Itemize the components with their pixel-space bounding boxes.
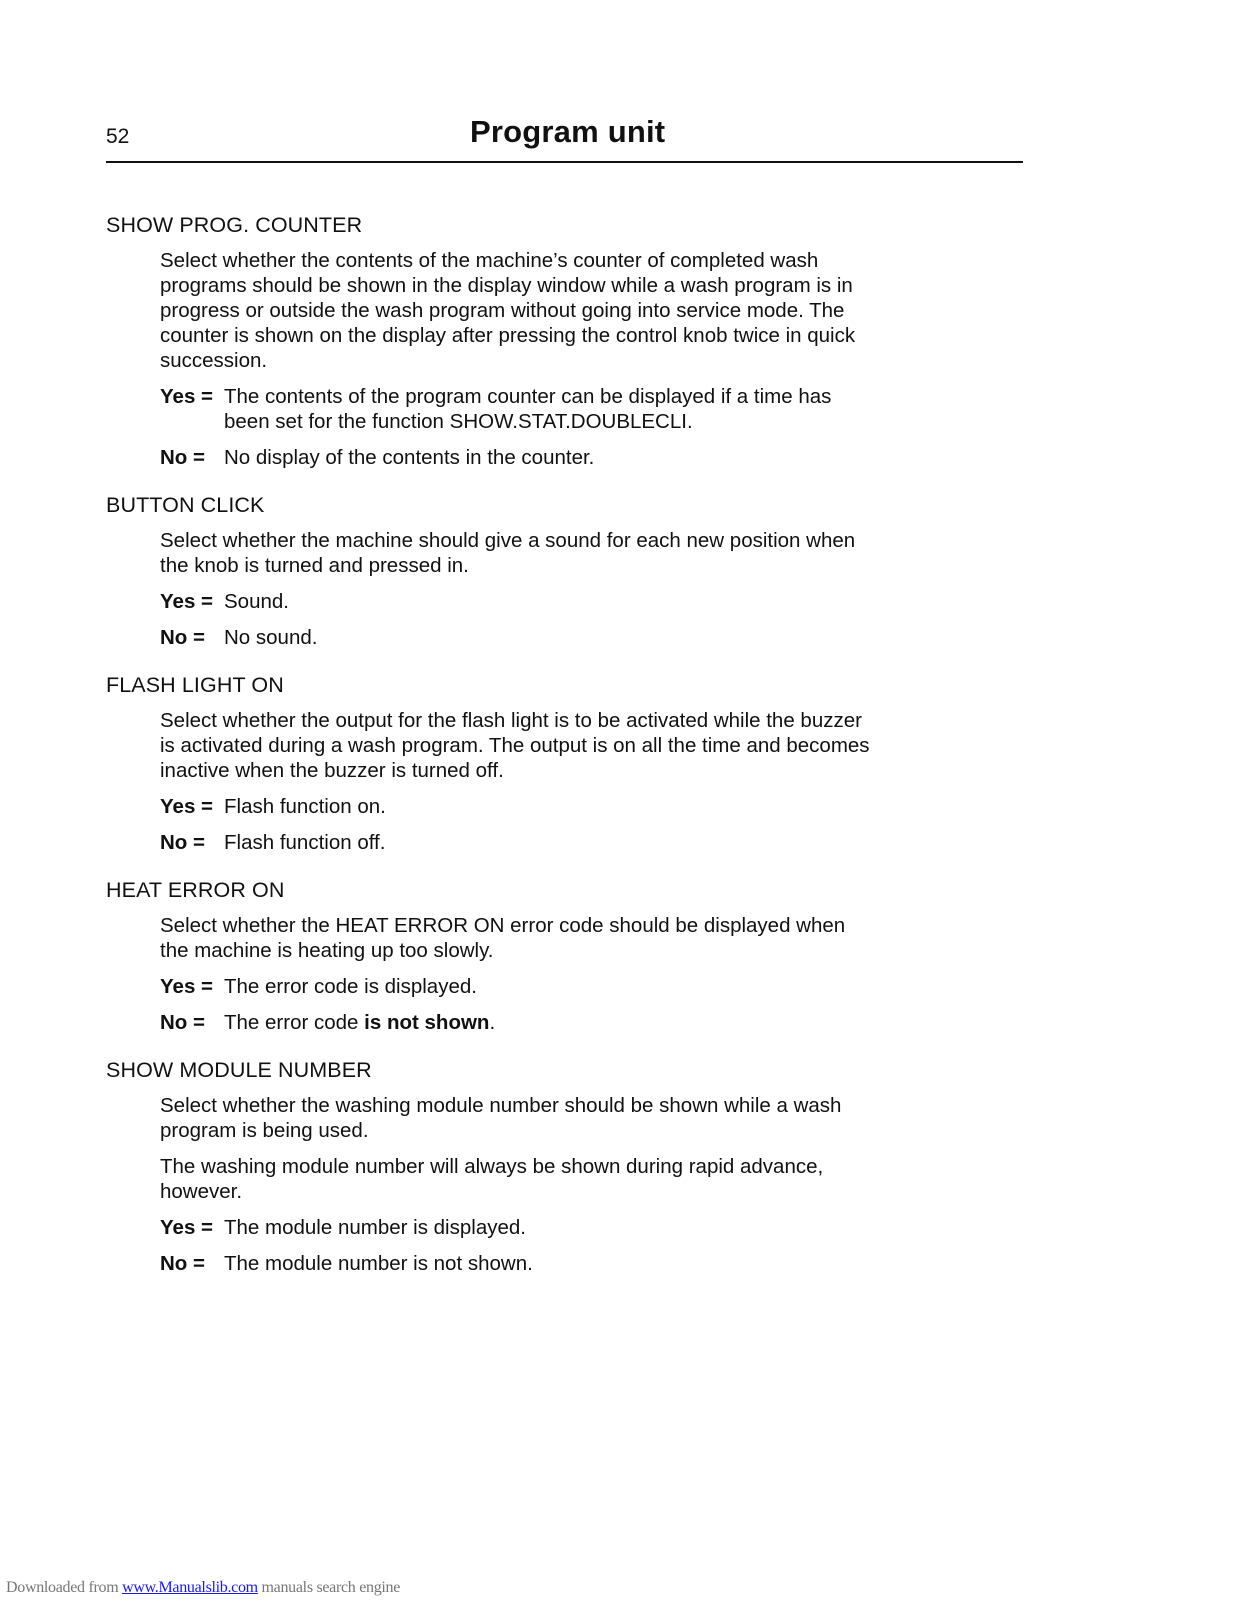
option-no	[160, 625, 986, 650]
section-description: Select whether the output for the flash light is to be activated while the buzzer is activated during a wash program. The output is on all the time and becomes inactive when the buzzer is turned off.	[160, 709, 870, 782]
option-yes	[160, 794, 986, 819]
section-description: Select whether the HEAT ERROR ON error code should be displayed when the machine is heating up too slowly.	[160, 914, 846, 962]
option-key: No =	[160, 1011, 205, 1034]
option-yes	[160, 974, 986, 999]
section-note: The washing module number will always be shown during rapid advance, however.	[160, 1155, 824, 1203]
option-yes	[160, 1215, 986, 1240]
option-key: Yes =	[160, 975, 214, 998]
section-title: SHOW PROG. COUNTER	[106, 213, 363, 237]
section-title: SHOW MODULE NUMBER	[106, 1058, 372, 1082]
option-no	[160, 445, 986, 470]
option-key: No =	[160, 1252, 205, 1275]
option-no	[160, 1010, 986, 1035]
download-footer	[6, 1580, 400, 1596]
footer-prefix: Downloaded from	[6, 1579, 123, 1596]
option-text-start: The error code	[224, 1011, 365, 1034]
page-number: 52	[106, 125, 130, 148]
option-no	[160, 1251, 986, 1276]
section-description: Select whether the washing module number should be shown while a wash program is being used.	[160, 1094, 842, 1142]
manualslib-link[interactable]: www.Manualslib.com	[122, 1579, 258, 1596]
option-key: No =	[160, 626, 205, 649]
option-text: Sound.	[224, 590, 289, 613]
option-text: The module number is displayed.	[224, 1216, 526, 1239]
footer-suffix: manuals search engine	[257, 1579, 401, 1596]
section-flash-light-on	[106, 672, 986, 855]
option-text: The module number is not shown.	[224, 1252, 533, 1275]
option-text-end: .	[489, 1011, 496, 1034]
option-no	[160, 830, 986, 855]
section-button-click	[106, 492, 986, 650]
option-key: Yes =	[160, 795, 214, 818]
section-show-module-number	[106, 1057, 986, 1276]
option-key: Yes =	[160, 385, 214, 408]
option-text: The error code is displayed.	[224, 975, 477, 998]
option-yes	[160, 589, 986, 614]
option-text-emphasis: is not shown	[364, 1011, 490, 1034]
option-text	[224, 1010, 864, 1035]
option-key: No =	[160, 446, 205, 469]
section-description: Select whether the contents of the machine’s counter of completed wash programs should be shown in the display window while a wash program is in progress or outside the wash program without going into service mode. The counter is shown on the display after pressing the control knob twice in quick succession.	[160, 249, 856, 372]
header-divider	[106, 161, 1023, 163]
option-text: The contents of the program counter can be displayed if a time has been set for the function SHOW.STAT.DOUBLECLI.	[224, 385, 832, 433]
option-key: No =	[160, 831, 205, 854]
main-content	[106, 212, 986, 1276]
section-heat-error-on	[106, 877, 986, 1035]
option-key: Yes =	[160, 1216, 214, 1239]
option-key: Yes =	[160, 590, 214, 613]
page-title: Program unit	[470, 114, 666, 149]
section-title: HEAT ERROR ON	[106, 878, 285, 902]
option-text: No display of the contents in the counter.	[224, 446, 595, 469]
option-text: Flash function off.	[224, 831, 386, 854]
section-title: BUTTON CLICK	[106, 493, 265, 517]
option-text: No sound.	[224, 626, 318, 649]
option-yes	[160, 384, 986, 434]
option-text: Flash function on.	[224, 795, 386, 818]
section-title: FLASH LIGHT ON	[106, 673, 284, 697]
section-show-prog-counter	[106, 212, 986, 470]
section-description: Select whether the machine should give a sound for each new position when the knob is turned and pressed in.	[160, 529, 856, 577]
